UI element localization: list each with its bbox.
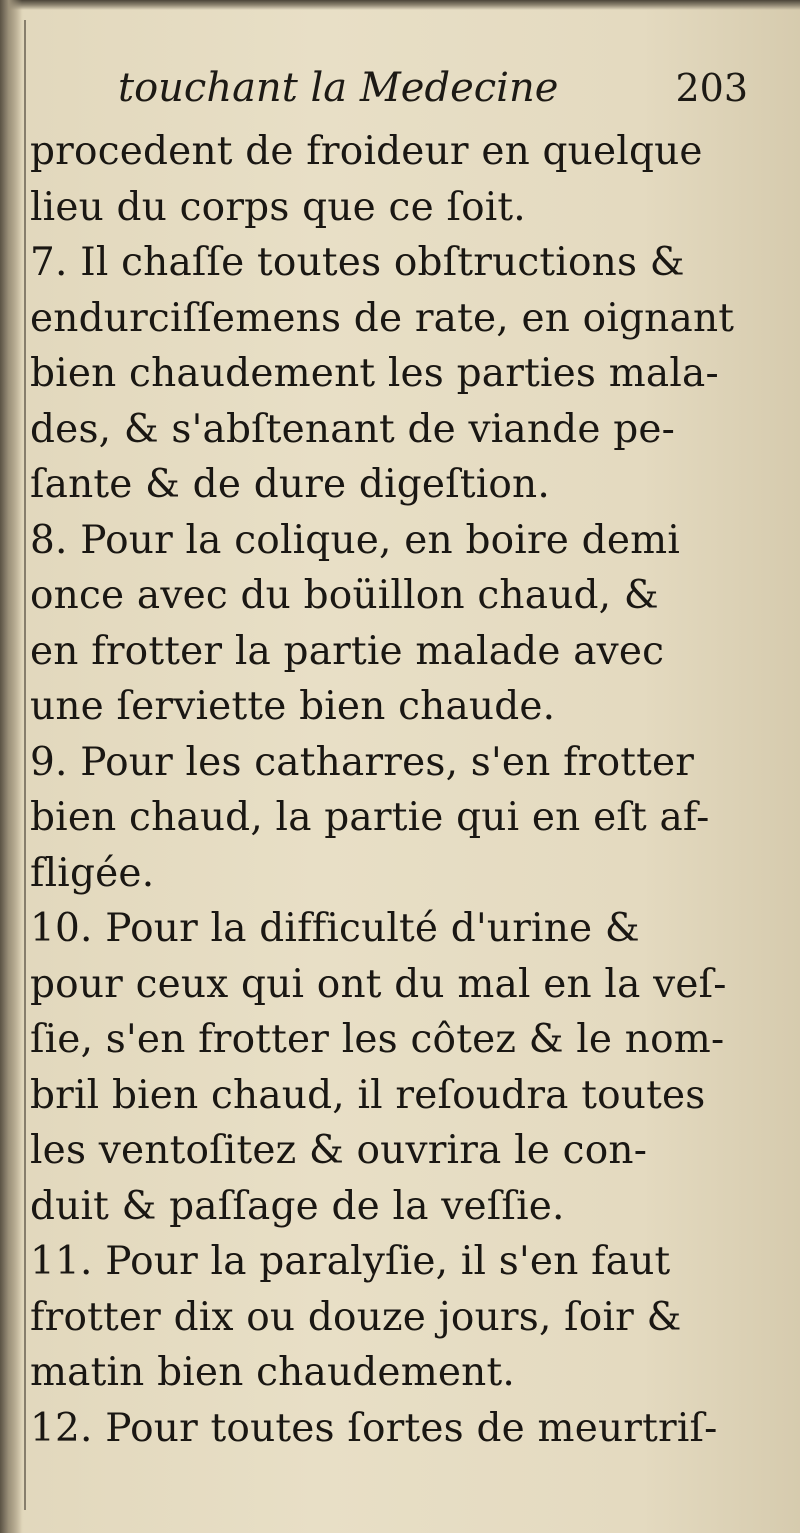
text-line: ſie, s'en frotter les côtez & le nom-	[30, 1017, 725, 1062]
text-line: 8. Pour la colique, en boire demi	[30, 517, 680, 563]
text-line: procedent de froideur en quelque	[30, 129, 703, 174]
page-number: 203	[675, 66, 748, 110]
text-line: duit & paſſage de la veſſie.	[30, 1183, 565, 1229]
page-gutter	[0, 0, 22, 1533]
gutter-rule	[24, 20, 26, 1510]
running-title: touchant la Medecine	[118, 65, 559, 111]
text-line: fligée.	[30, 850, 155, 896]
text-line: 10. Pour la difficulté d'urine &	[30, 906, 640, 951]
text-line: des, & s'abſtenant de viande pe-	[30, 406, 676, 452]
text-line: bien chaudement les parties mala-	[30, 351, 719, 396]
text-line: les ventoſitez & ouvrira le con-	[30, 1128, 648, 1173]
text-line: endurciſſemens de rate, en oignant	[30, 295, 735, 341]
body-text	[30, 124, 750, 1456]
text-line: frotter dix ou douze jours, ſoir &	[30, 1294, 682, 1340]
text-line: 9. Pour les catharres, s'en frotter	[30, 739, 695, 785]
text-line: bien chaud, la partie qui en eſt af-	[30, 795, 710, 840]
page-top-shadow	[0, 0, 800, 10]
text-line: lieu du corps que ce ſoit.	[30, 184, 526, 230]
running-head	[118, 60, 748, 120]
text-line: une ſerviette bien chaude.	[30, 684, 556, 729]
text-line: ſante & de dure digeſtion.	[30, 462, 550, 507]
text-line: matin bien chaudement.	[30, 1350, 515, 1395]
text-line: pour ceux qui ont du mal en la veſ-	[30, 961, 727, 1007]
text-line: bril bien chaud, il reſoudra toutes	[30, 1072, 706, 1118]
text-line: once avec du boüillon chaud, &	[30, 573, 659, 618]
text-line: 12. Pour toutes ſortes de meurtriſ-	[30, 1405, 718, 1451]
text-line: 11. Pour la paralyſie, il s'en faut	[30, 1239, 671, 1284]
text-line: en frotter la partie malade avec	[30, 628, 665, 674]
text-line: 7. Il chaſſe toutes obſtructions &	[30, 240, 685, 285]
